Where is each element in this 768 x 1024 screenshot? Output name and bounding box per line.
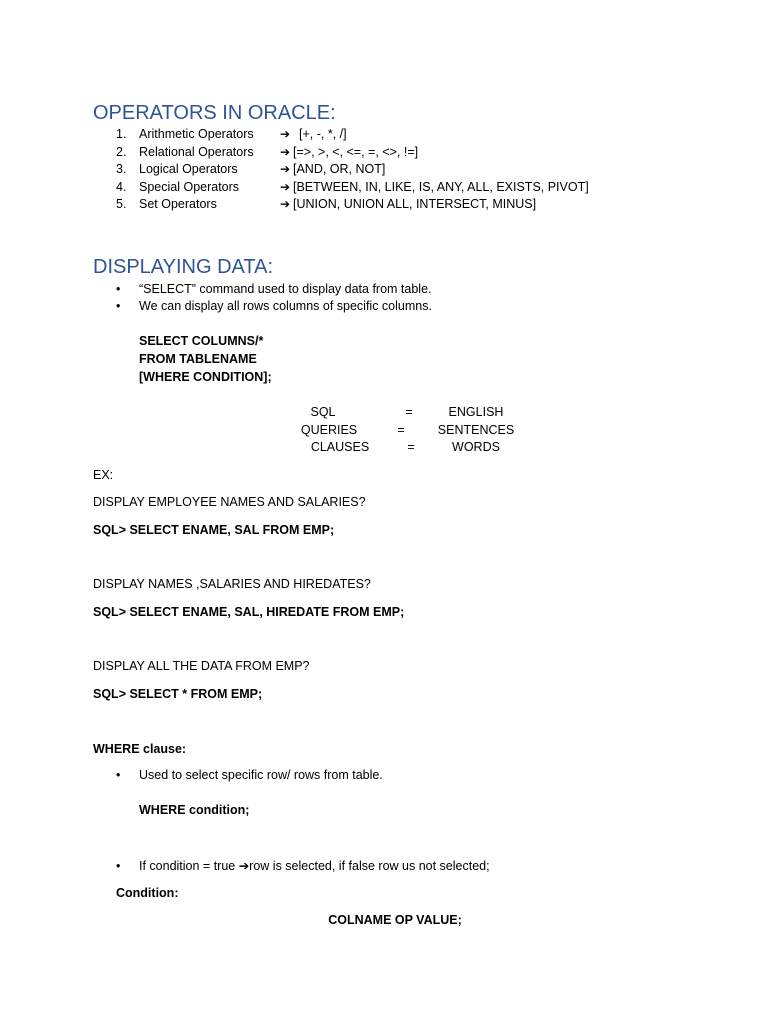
operator-item: [0, 126, 768, 142]
heading-operators-in-oracle: OPERATORS IN ORACLE:: [93, 102, 336, 124]
operator-values: [BETWEEN, IN, LIKE, IS, ANY, ALL, EXISTS, PIVOT]: [293, 180, 589, 194]
operator-number: 5.: [116, 197, 127, 211]
operator-values: [UNION, UNION ALL, INTERSECT, MINUS]: [293, 197, 537, 211]
select-syntax-line: FROM TABLENAME: [139, 352, 257, 366]
condition-syntax: COLNAME OP VALUE;: [328, 913, 462, 927]
bullet-text: Used to select specific row/ rows from table.: [139, 768, 383, 782]
condition-label: Condition:: [116, 886, 179, 900]
analogy-right: ENGLISH: [448, 405, 504, 419]
select-syntax-line: [WHERE CONDITION];: [139, 370, 272, 384]
arrow-icon: ➔: [280, 145, 291, 159]
bullet-item: [0, 281, 768, 297]
operator-number: 4.: [116, 180, 127, 194]
operator-values: [AND, OR, NOT]: [293, 162, 386, 176]
bullet-item: [0, 767, 768, 783]
operator-label: Arithmetic Operators: [139, 127, 254, 141]
select-syntax-line: SELECT COLUMNS/*: [139, 334, 264, 348]
heading-displaying-data: DISPLAYING DATA:: [93, 256, 274, 278]
arrow-icon: ➔: [280, 197, 291, 211]
bullet-icon: •: [116, 859, 121, 873]
bullet-item: [0, 298, 768, 314]
bullet-text: We can display all rows columns of specific columns.: [139, 299, 432, 313]
analogy-equals: =: [405, 405, 413, 419]
where-clause-heading: WHERE clause:: [93, 742, 187, 756]
bullet-icon: •: [116, 299, 121, 313]
example-question: DISPLAY ALL THE DATA FROM EMP?: [93, 659, 310, 673]
analogy-equals: =: [397, 423, 405, 437]
analogy-right: WORDS: [452, 440, 500, 454]
operator-item: [0, 196, 768, 212]
example-question: DISPLAY EMPLOYEE NAMES AND SALARIES?: [93, 495, 366, 509]
operator-values: [+, -, *, /]: [299, 127, 347, 141]
arrow-icon: ➔: [280, 180, 291, 194]
operator-number: 1.: [116, 127, 127, 141]
example-question: DISPLAY NAMES ,SALARIES AND HIREDATES?: [93, 577, 371, 591]
example-query: SQL> SELECT * FROM EMP;: [93, 687, 263, 701]
where-syntax: WHERE condition;: [139, 803, 250, 817]
analogy-left: SQL: [310, 405, 336, 419]
operator-label: Special Operators: [139, 180, 240, 194]
operator-label: Logical Operators: [139, 162, 238, 176]
operator-label: Set Operators: [139, 197, 217, 211]
bullet-icon: •: [116, 282, 121, 296]
example-label: EX:: [93, 468, 114, 482]
operator-values: [=>, >, <, <=, =, <>, !=]: [293, 145, 419, 159]
analogy-row: [0, 404, 768, 420]
analogy-row: [0, 422, 768, 438]
bullet-icon: •: [116, 768, 121, 782]
operator-item: [0, 179, 768, 195]
example-query: SQL> SELECT ENAME, SAL FROM EMP;: [93, 523, 335, 537]
analogy-equals: =: [407, 440, 415, 454]
arrow-icon: ➔: [280, 162, 291, 176]
bullet-text: “SELECT” command used to display data from table.: [139, 282, 432, 296]
arrow-icon: ➔: [280, 127, 291, 141]
bullet-item: [0, 858, 768, 874]
bullet-text: If condition = true ➔row is selected, if false row us not selected;: [139, 859, 490, 873]
analogy-left: CLAUSES: [310, 440, 370, 454]
analogy-right: SENTENCES: [437, 423, 515, 437]
operator-number: 3.: [116, 162, 127, 176]
analogy-left: QUERIES: [300, 423, 358, 437]
operator-item: [0, 161, 768, 177]
operator-number: 2.: [116, 145, 127, 159]
analogy-row: [0, 439, 768, 455]
operator-item: [0, 144, 768, 160]
example-query: SQL> SELECT ENAME, SAL, HIREDATE FROM EMP;: [93, 605, 405, 619]
operator-label: Relational Operators: [139, 145, 254, 159]
